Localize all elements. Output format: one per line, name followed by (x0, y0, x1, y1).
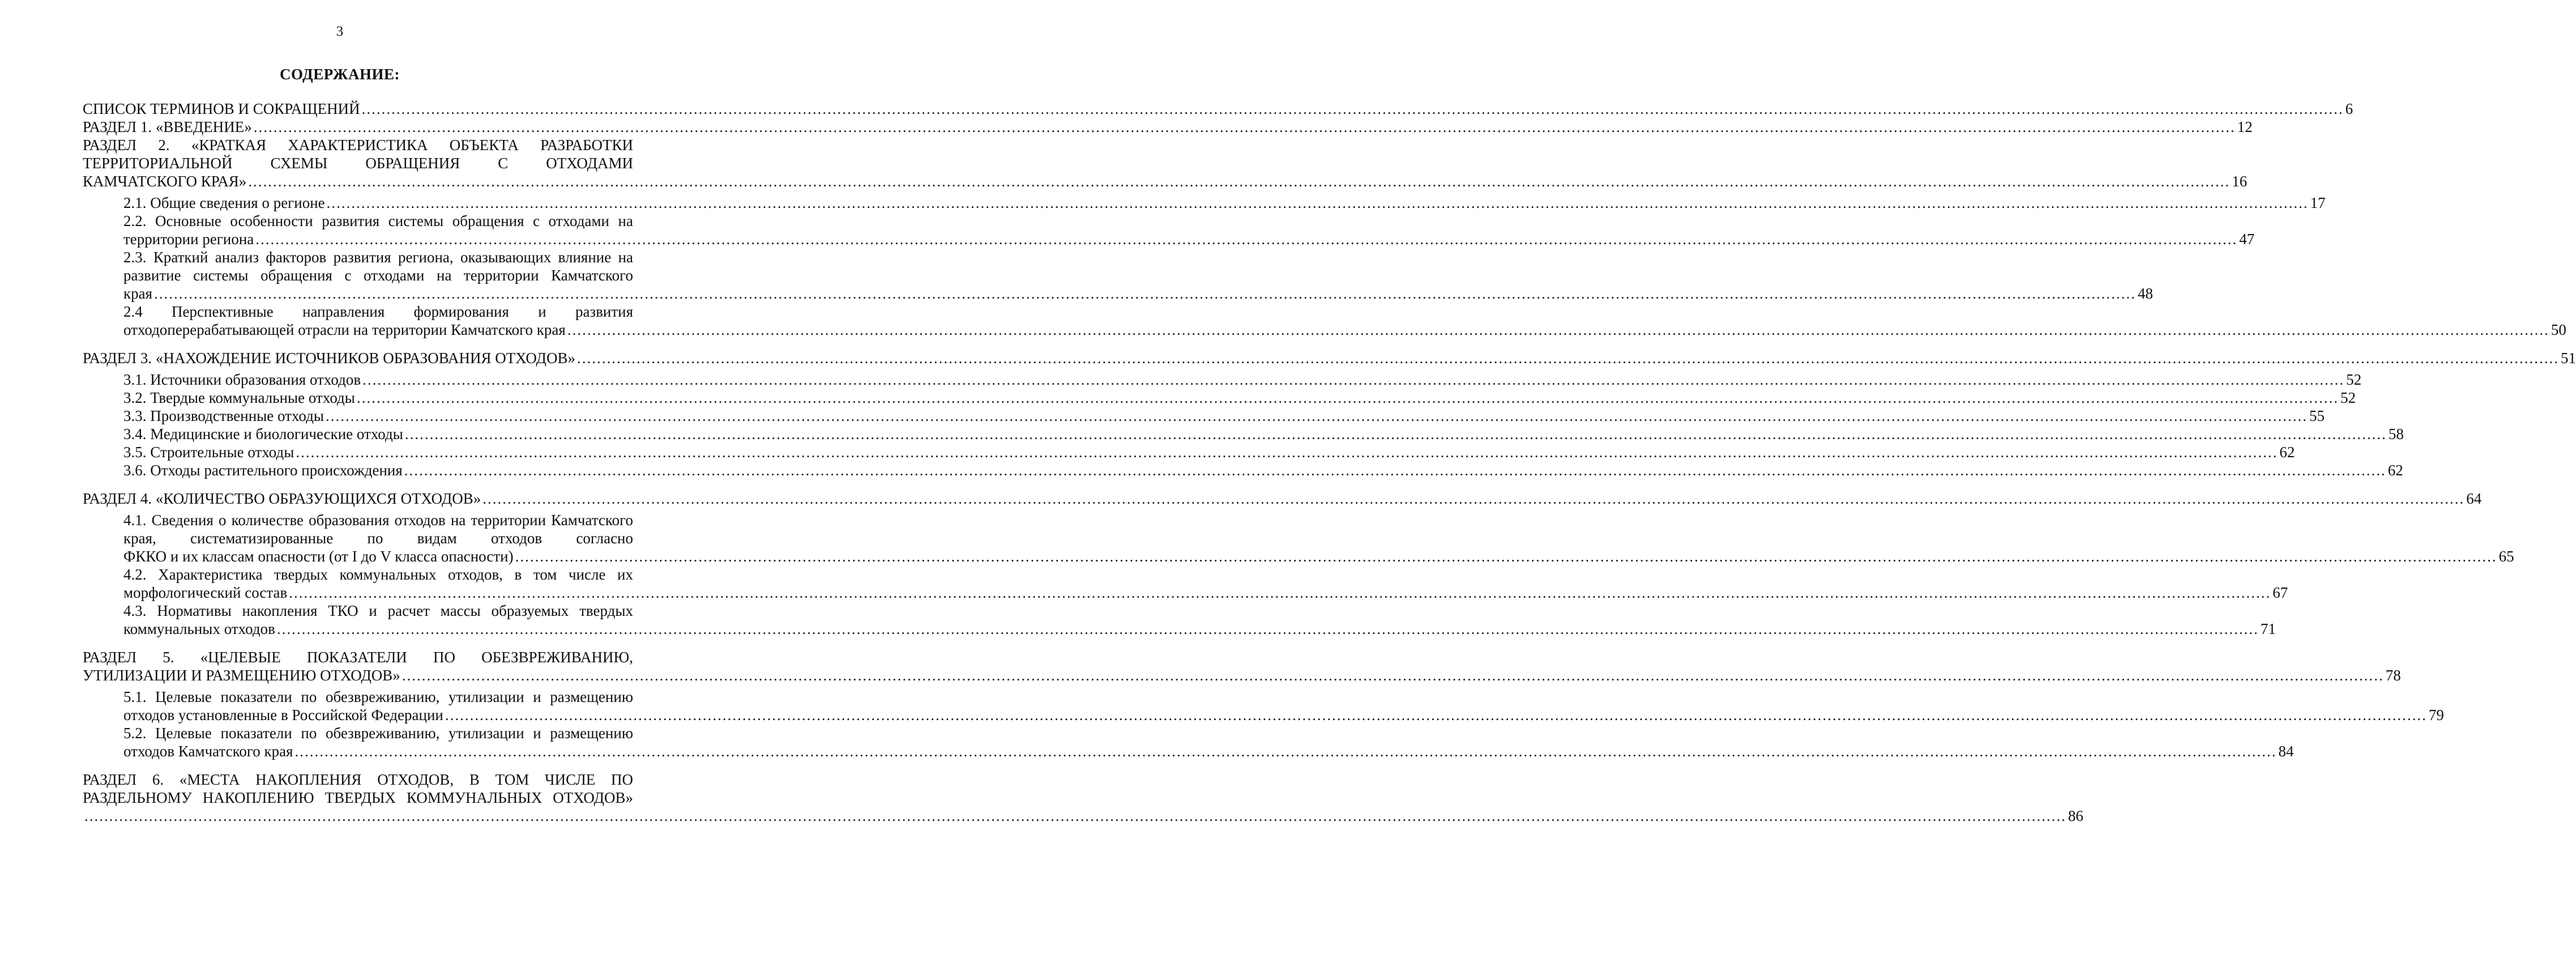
dot-leader: ................................................................................................................................................................................................................................................................................................................................................................................................................ (289, 584, 2271, 601)
toc-entry-text: 4.1. Сведения о количестве образования отходов на территории Камчатского края, систематизированные по видам отходов согласно (123, 512, 633, 547)
toc-entry-text: 3.6. Отходы растительного происхождения (123, 462, 403, 479)
toc-subsection-entry[interactable] (123, 389, 2356, 407)
toc-entry-text: ФККО и их классам опасности (от I до V класса опасности) (123, 548, 514, 565)
dot-leader: ................................................................................................................................................................................................................................................................................................................................................................................................................ (567, 321, 2549, 338)
dot-leader: ................................................................................................................................................................................................................................................................................................................................................................................................................ (296, 444, 2278, 461)
toc-entry-text: РАЗДЕЛ 6. «МЕСТА НАКОПЛЕНИЯ ОТХОДОВ, В ТОМ ЧИСЛЕ ПО РАЗДЕЛЬНОМУ НАКОПЛЕНИЮ ТВЕРДЫХ КОММУНАЛЬНЫХ ОТХОДОВ» (83, 771, 633, 806)
toc-page-number: 64 (2466, 490, 2482, 507)
toc-entry-text: 3.2. Твердые коммунальные отходы (123, 389, 355, 406)
dot-leader: ................................................................................................................................................................................................................................................................................................................................................................................................................ (404, 462, 2386, 479)
toc-page-number: 62 (2387, 462, 2403, 479)
toc-subsection-entry[interactable] (123, 407, 2325, 425)
toc-page-number: 48 (2138, 285, 2154, 302)
dot-leader: ................................................................................................................................................................................................................................................................................................................................................................................................................ (294, 743, 2277, 760)
toc-entry-text: КАМЧАТСКОГО КРАЯ» (83, 173, 247, 190)
toc-page-number: 67 (2272, 584, 2288, 601)
toc-entry-text: отходов Камчатского края (123, 743, 293, 760)
table-of-contents (83, 100, 2576, 825)
toc-page-number: 65 (2498, 548, 2514, 565)
toc-entry-text: РАЗДЕЛ 4. «КОЛИЧЕСТВО ОБРАЗУЮЩИХСЯ ОТХОДОВ» (83, 490, 481, 507)
toc-section-entry[interactable] (83, 489, 2482, 508)
dot-leader: ................................................................................................................................................................................................................................................................................................................................................................................................................ (515, 548, 2497, 565)
toc-page-number: 86 (2068, 807, 2083, 824)
toc-subsection-entry[interactable] (123, 511, 2514, 565)
dot-leader: ................................................................................................................................................................................................................................................................................................................................................................................................................ (248, 173, 2231, 190)
toc-section-entry[interactable] (83, 648, 2401, 684)
toc-page-number: 12 (2237, 118, 2253, 135)
dot-leader: ................................................................................................................................................................................................................................................................................................................................................................................................................ (361, 100, 2344, 117)
toc-page-number: 78 (2385, 667, 2401, 684)
toc-entry-text: 4.2. Характеристика твердых коммунальных отходов, в том числе их (123, 566, 633, 583)
toc-subsection-entry[interactable] (123, 303, 2566, 339)
toc-subsection-entry[interactable] (123, 565, 2288, 602)
toc-entry-text: РАЗДЕЛ 1. «ВВЕДЕНИЕ» (83, 118, 252, 135)
toc-entry-text: 3.4. Медицинские и биологические отходы (123, 425, 403, 442)
toc-entry-text: 5.1. Целевые показатели по обезвреживанию, утилизации и размещению (123, 688, 633, 705)
toc-title: СОДЕРЖАНИЕ: (280, 66, 400, 83)
dot-leader: ................................................................................................................................................................................................................................................................................................................................................................................................................ (445, 706, 2427, 723)
toc-page-number: 71 (2260, 620, 2276, 637)
toc-page-number: 79 (2428, 706, 2444, 723)
toc-entry-text: 2.2. Основные особенности развития системы обращения с отходами на (123, 212, 633, 229)
toc-entry-text: коммунальных отходов (123, 620, 275, 637)
dot-leader: ................................................................................................................................................................................................................................................................................................................................................................................................................ (404, 425, 2387, 442)
toc-page-number: 58 (2388, 425, 2404, 442)
toc-entry-text: 3.5. Строительные отходы (123, 444, 294, 461)
toc-entry-text: 3.3. Производственные отходы (123, 407, 324, 424)
toc-subsection-entry[interactable] (123, 212, 2255, 248)
toc-page-number: 55 (2309, 407, 2325, 424)
dot-leader: ................................................................................................................................................................................................................................................................................................................................................................................................................ (326, 194, 2309, 211)
dot-leader: ................................................................................................................................................................................................................................................................................................................................................................................................................ (362, 371, 2345, 388)
dot-leader: ................................................................................................................................................................................................................................................................................................................................................................................................................ (84, 807, 2066, 824)
dot-leader: ................................................................................................................................................................................................................................................................................................................................................................................................................ (276, 620, 2259, 637)
dot-leader: ................................................................................................................................................................................................................................................................................................................................................................................................................ (482, 490, 2465, 507)
toc-entry-text: УТИЛИЗАЦИИ И РАЗМЕЩЕНИЮ ОТХОДОВ» (83, 667, 400, 684)
toc-section-entry[interactable] (83, 136, 2248, 190)
toc-entry-text: 3.1. Источники образования отходов (123, 371, 361, 388)
toc-section-entry[interactable] (83, 771, 2083, 825)
toc-entry-text: отходоперерабатывающей отрасли на территории Камчатского края (123, 321, 566, 338)
dot-leader: ................................................................................................................................................................................................................................................................................................................................................................................................................ (154, 285, 2137, 302)
toc-page-number: 16 (2232, 173, 2248, 190)
toc-subsection-entry[interactable] (123, 688, 2444, 724)
toc-subsection-entry[interactable] (123, 461, 2403, 479)
page-number: 3 (336, 24, 344, 39)
toc-page-number: 47 (2239, 231, 2255, 248)
toc-page-number: 52 (2346, 371, 2362, 388)
toc-subsection-entry[interactable] (123, 248, 2154, 303)
toc-entry-text: края (123, 285, 153, 302)
toc-entry-text: 2.1. Общие сведения о регионе (123, 194, 325, 211)
toc-page-number: 6 (2345, 100, 2353, 117)
toc-page-number: 62 (2279, 444, 2295, 461)
dot-leader: ................................................................................................................................................................................................................................................................................................................................................................................................................ (253, 118, 2236, 135)
toc-entry-text: морфологический состав (123, 584, 288, 601)
toc-entry-text: территории региона (123, 231, 254, 248)
toc-subsection-entry[interactable] (123, 194, 2326, 212)
dot-leader: ................................................................................................................................................................................................................................................................................................................................................................................................................ (255, 231, 2238, 248)
toc-subsection-entry[interactable] (123, 602, 2276, 638)
toc-page-number: 84 (2278, 743, 2294, 760)
toc-section-entry[interactable] (83, 100, 2353, 118)
toc-entry-text: СПИСОК ТЕРМИНОВ И СОКРАЩЕНИЙ (83, 100, 360, 117)
toc-page-number: 51 (2560, 350, 2576, 367)
dot-leader: ................................................................................................................................................................................................................................................................................................................................................................................................................ (576, 350, 2559, 367)
dot-leader: ................................................................................................................................................................................................................................................................................................................................................................................................................ (401, 667, 2384, 684)
dot-leader: ................................................................................................................................................................................................................................................................................................................................................................................................................ (356, 389, 2339, 406)
toc-page-number: 52 (2340, 389, 2356, 406)
toc-subsection-entry[interactable] (123, 443, 2295, 461)
toc-entry-text: РАЗДЕЛ 3. «НАХОЖДЕНИЕ ИСТОЧНИКОВ ОБРАЗОВАНИЯ ОТХОДОВ» (83, 350, 575, 367)
toc-entry-text: РАЗДЕЛ 5. «ЦЕЛЕВЫЕ ПОКАЗАТЕЛИ ПО ОБЕЗВРЕЖИВАНИЮ, (83, 649, 633, 666)
toc-entry-text: 5.2. Целевые показатели по обезвреживанию, утилизации и размещению (123, 725, 633, 742)
toc-section-entry[interactable] (83, 118, 2253, 136)
toc-subsection-entry[interactable] (123, 425, 2404, 443)
dot-leader: ................................................................................................................................................................................................................................................................................................................................................................................................................ (326, 407, 2308, 424)
toc-entry-text: РАЗДЕЛ 2. «КРАТКАЯ ХАРАКТЕРИСТИКА ОБЪЕКТА РАЗРАБОТКИ ТЕРРИТОРИАЛЬНОЙ СХЕМЫ ОБРАЩЕНИЯ С ОТХОДАМИ (83, 137, 633, 172)
toc-subsection-entry[interactable] (123, 371, 2362, 389)
toc-subsection-entry[interactable] (123, 724, 2294, 760)
toc-entry-text: отходов установленные в Российской Федерации (123, 706, 443, 723)
toc-page-number: 50 (2551, 321, 2566, 338)
toc-section-entry[interactable] (83, 349, 2576, 367)
toc-entry-text: 2.3. Краткий анализ факторов развития региона, оказывающих влияние на развитие системы обращения с отходами на территории Камчатского (123, 249, 633, 284)
toc-page-number: 17 (2310, 194, 2326, 211)
toc-entry-text: 2.4 Перспективные направления формирования и развития (123, 303, 633, 320)
toc-entry-text: 4.3. Нормативы накопления ТКО и расчет массы образуемых твердых (123, 602, 633, 619)
